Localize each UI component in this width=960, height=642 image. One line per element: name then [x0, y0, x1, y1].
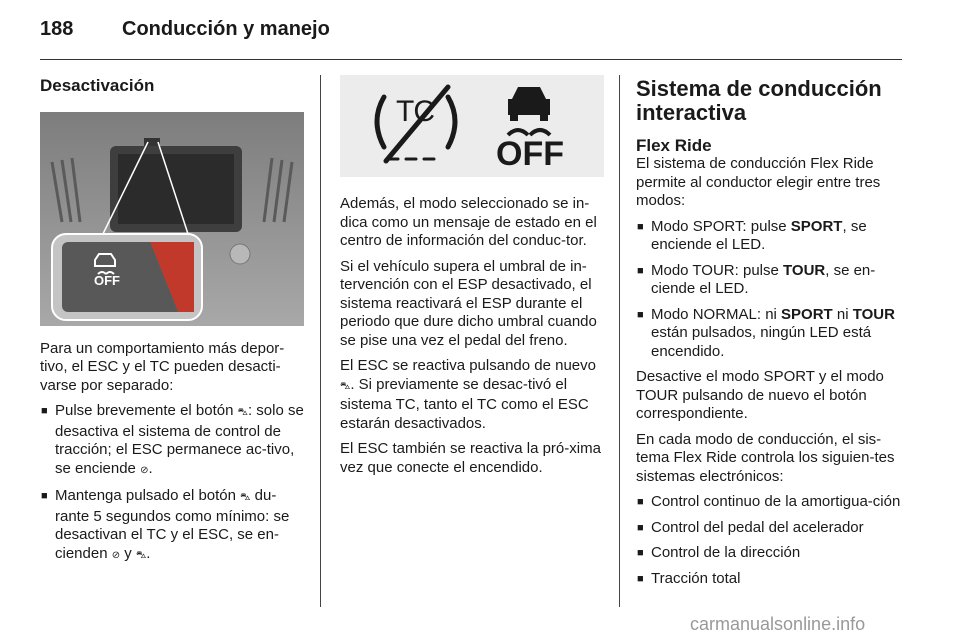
section-title: Desactivación [40, 76, 155, 95]
list-item: ■ Pulse brevemente el botón ⛍: solo se desactiva el sistema de control de tracción; el ESC permanece ac-tivo, se enciende ⊘. [40, 402, 306, 480]
column-divider [619, 75, 620, 607]
section-title: Sistema de conducción interactiva [636, 76, 882, 125]
list-item: ■ Mantenga pulsado el botón ⛍ du-rante 5 segundos como mínimo: se desactivan el TC y el ESC, se en-cienden ⊘ y ⛍. [40, 487, 306, 565]
esc-off-icon: ⛍ [135, 549, 147, 561]
page-header [40, 18, 330, 41]
page-number: 188 [40, 18, 74, 40]
list-item: ■ Modo NORMAL: ni SPORT ni TOUR están pulsados, ningún LED está encendido. [636, 306, 902, 362]
tc-label: TC [396, 95, 434, 128]
list-item: ■ Control del pedal del acelerador [636, 519, 902, 538]
systems-list [636, 493, 902, 588]
column-divider [320, 75, 321, 607]
list-item: ■ Modo TOUR: pulse TOUR, se en-ciende el LED. [636, 262, 902, 299]
column-flex-ride [636, 75, 902, 588]
esc-button-icon: ⛍ [237, 407, 248, 418]
deactivation-list [40, 402, 306, 565]
chapter-title: Conducción y manejo [122, 18, 330, 40]
status-paragraph: Además, el modo seleccionado se in-dica como un mensaje de estado en el centro de información del conduc-tor. [340, 195, 597, 249]
threshold-paragraph: Si el vehículo supera el umbral de in-tervención con el ESP desactivado, el sistema reactivará el ESP durante el periodo que dure dicho umbral cuando se pise una vez el pedal del freno. [340, 257, 597, 349]
tc-off-icon: ⊘ [140, 464, 149, 476]
list-item: ■ Modo SPORT: pulse SPORT, se enciende el LED. [636, 218, 902, 255]
esc-button-icon: ⛍ [240, 492, 251, 503]
watermark: carmanualsonline.info [690, 614, 866, 634]
warning-icons-panel [340, 75, 604, 177]
ignition-paragraph: El ESC también se reactiva la pró-xima vez que conecte el encendido. [340, 440, 601, 476]
intro-paragraph: El sistema de conducción Flex Ride permite al conductor elegir entre tres modos: [636, 155, 881, 209]
off-label: OFF [94, 272, 120, 288]
systems-paragraph: En cada modo de conducción, el sis-tema Flex Ride controla los siguien-tes sistemas electrónicos: [636, 430, 895, 485]
subsection-title: Flex Ride [636, 136, 712, 155]
tc-off-icon: ⊘ [111, 549, 121, 561]
dashboard-photo [40, 112, 304, 326]
modes-list [636, 218, 902, 362]
esc-button-icon: ⛍ [340, 380, 351, 392]
esc-off-label: OFF [496, 135, 564, 173]
reactivate-paragraph: El ESC se reactiva pulsando de nuevo ⛍. Si previamente se desac-tivó el sistema TC, tanto el TC como el ESC estarán desactivados. [340, 357, 596, 432]
column-status [340, 75, 604, 477]
list-item: ■ Control de la dirección [636, 544, 902, 563]
list-item: ■ Tracción total [636, 570, 902, 589]
dashboard-illustration [40, 112, 304, 326]
column-deactivation [40, 75, 306, 565]
esc-off-car-icon [494, 81, 564, 141]
deactivate-paragraph: Desactive el modo SPORT y el modo TOUR pulsando de nuevo el botón correspondiente. [636, 368, 884, 422]
intro-paragraph: Para un comportamiento más depor-tivo, el ESC y el TC pueden desacti-varse por separado: [40, 339, 285, 394]
header-rule [40, 59, 902, 60]
tc-off-icon [340, 75, 604, 177]
list-item: ■ Control continuo de la amortigua-ción [636, 493, 902, 512]
